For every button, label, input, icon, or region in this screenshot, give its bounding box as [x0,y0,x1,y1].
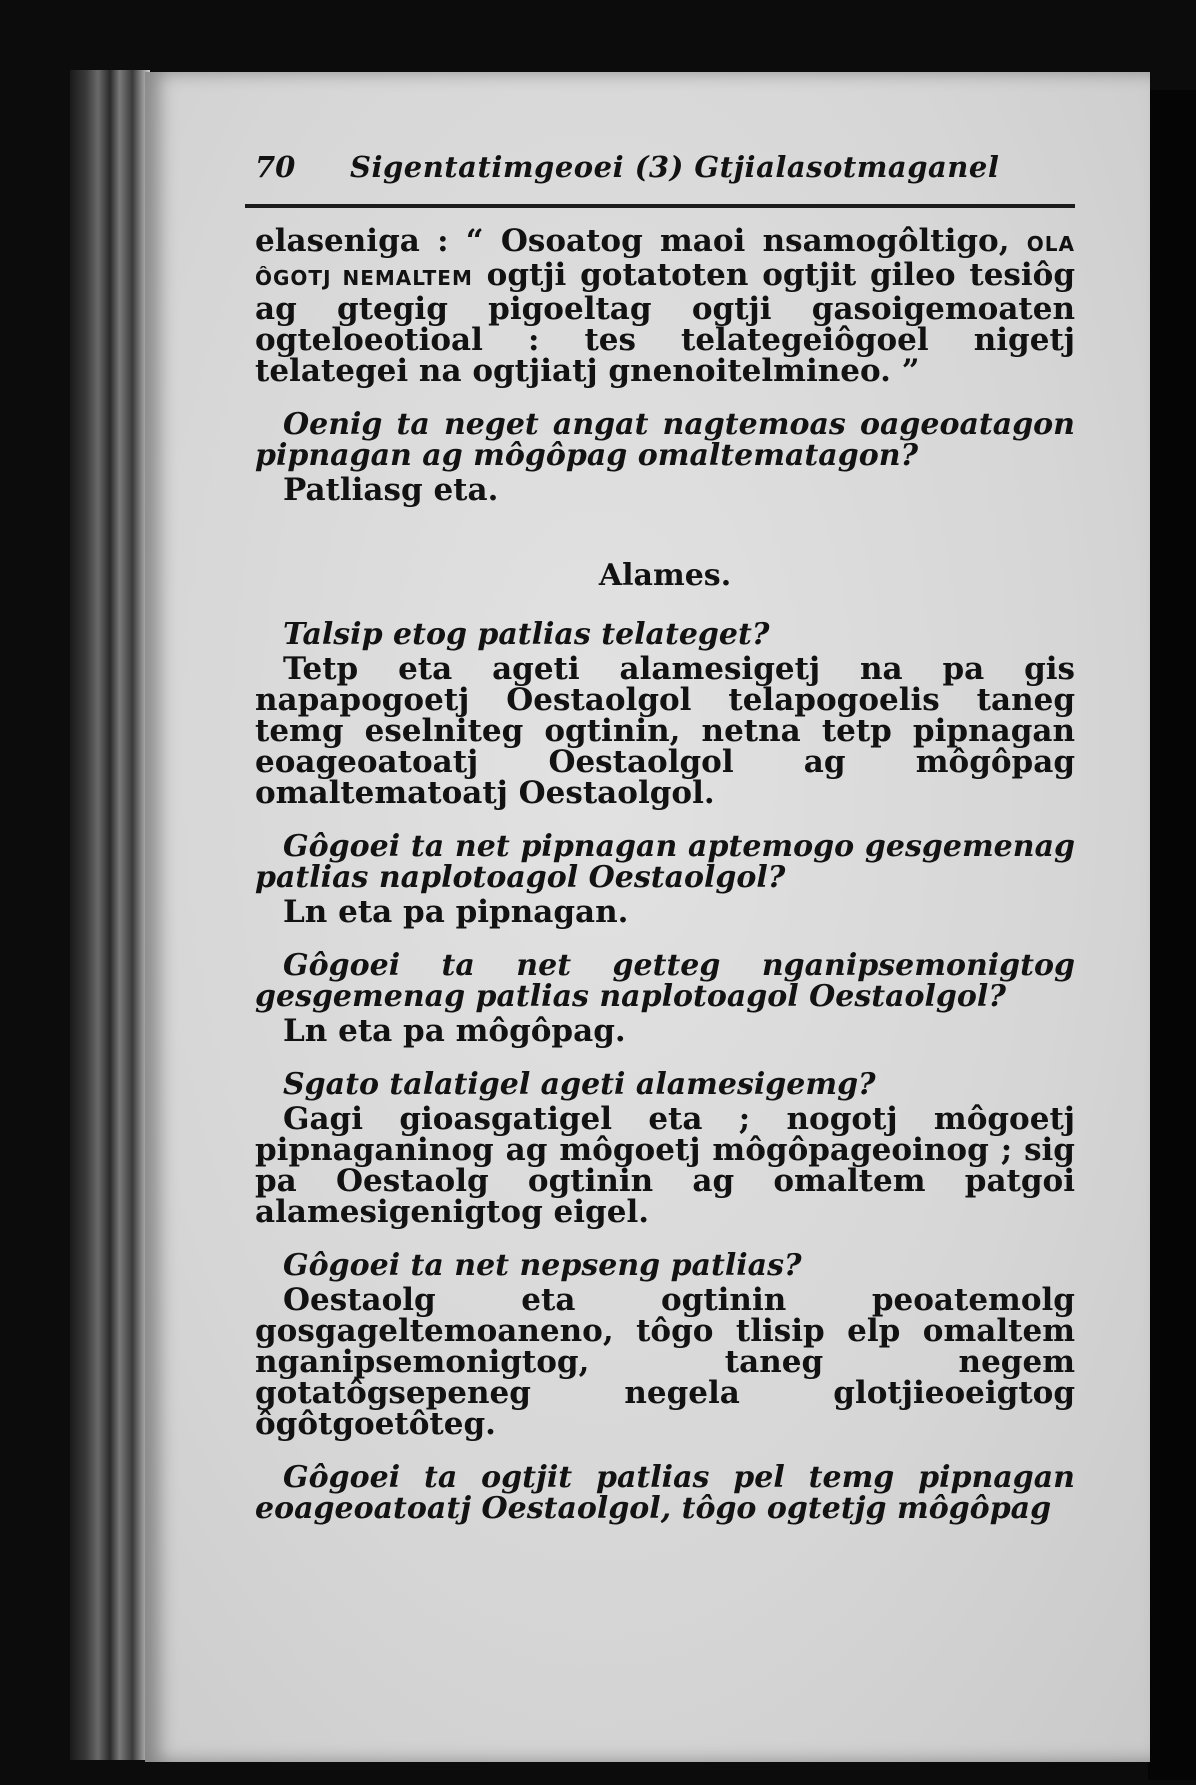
answer-3: Ln eta pa pipnagan. [283,894,629,930]
answer-5: Gagi gioasgatigel eta ; nogotj môgoetj pipnaganinog ag môgoetj môgôpageoinog ; sig pa Oestaolg ogtinin ag omaltem patgoi alamesigenigtog eigel. [255,1101,1075,1230]
section-heading: Alames. [598,558,732,593]
dark-border [1148,90,1196,1780]
question-7: Gôgoei ta ogtjit patlias pel temg pipnagan eoageoatoatj Oestaolgol, tôgo ogtetjg môgôpag [255,1460,1075,1526]
intro-paragraph [255,223,1075,389]
question-2: Talsip etog patlias telateget? [283,617,770,652]
answer-4: Ln eta pa môgôpag. [283,1013,626,1049]
question-1: Oenig ta neget angat nagtemoas oageoatagon pipnagan ag môgôpag omaltematagon? [255,407,1075,473]
header-rule [245,204,1075,208]
text-column [255,150,1075,1528]
running-head [255,150,1075,196]
question-6: Gôgoei ta net nepseng patlias? [283,1248,802,1283]
intro-text-start: elaseniga : “ Osoatog maoi nsamogôltigo, [255,223,1027,259]
intro-text-end: ogtji gotatoten ogtjit gileo tesiôg ag gtegig pigoeltag ogtji gasoigemoaten ogteloeotioal : tes telategeiôgoel nigetj telategei na ogtjiatj gnenoitelmineo. ” [255,257,1075,389]
page-number: 70 [255,150,296,184]
answer-1: Patliasg eta. [283,472,499,508]
answer-2: Tetp eta ageti alamesigetj na pa gis napapogoetj Oestaolgol telapogoelis taneg temg eselniteg ogtinin, netna tetp pipnagan eoageoatoatj Oestaolgol ag môgôpag omaltematoatj Oestaolgol. [255,651,1075,811]
question-5: Sgato talatigel ageti alamesigemg? [283,1067,876,1102]
intro-smallcaps: OLA ÔGOTJ NEMALTEM [255,232,1075,290]
answer-6: Oestaolg eta ogtinin peoatemolg gosgageltemoaneno, tôgo tlisip elp omaltem nganipsemonigtog, taneg negem gotatôgsepeneg negela glotjieoeigtog ôgôtgoetôteg. [255,1282,1075,1442]
book-binding [70,70,150,1760]
question-3: Gôgoei ta net pipnagan aptemogo gesgemenag patlias naplotoagol Oestaolgol? [255,829,1075,895]
question-4: Gôgoei ta net getteg nganipsemonigtog gesgemenag patlias naplotoagol Oestaolgol? [255,948,1075,1014]
running-title: Sigentatimgeoei (3) Gtjialasotmaganel [350,150,1000,184]
